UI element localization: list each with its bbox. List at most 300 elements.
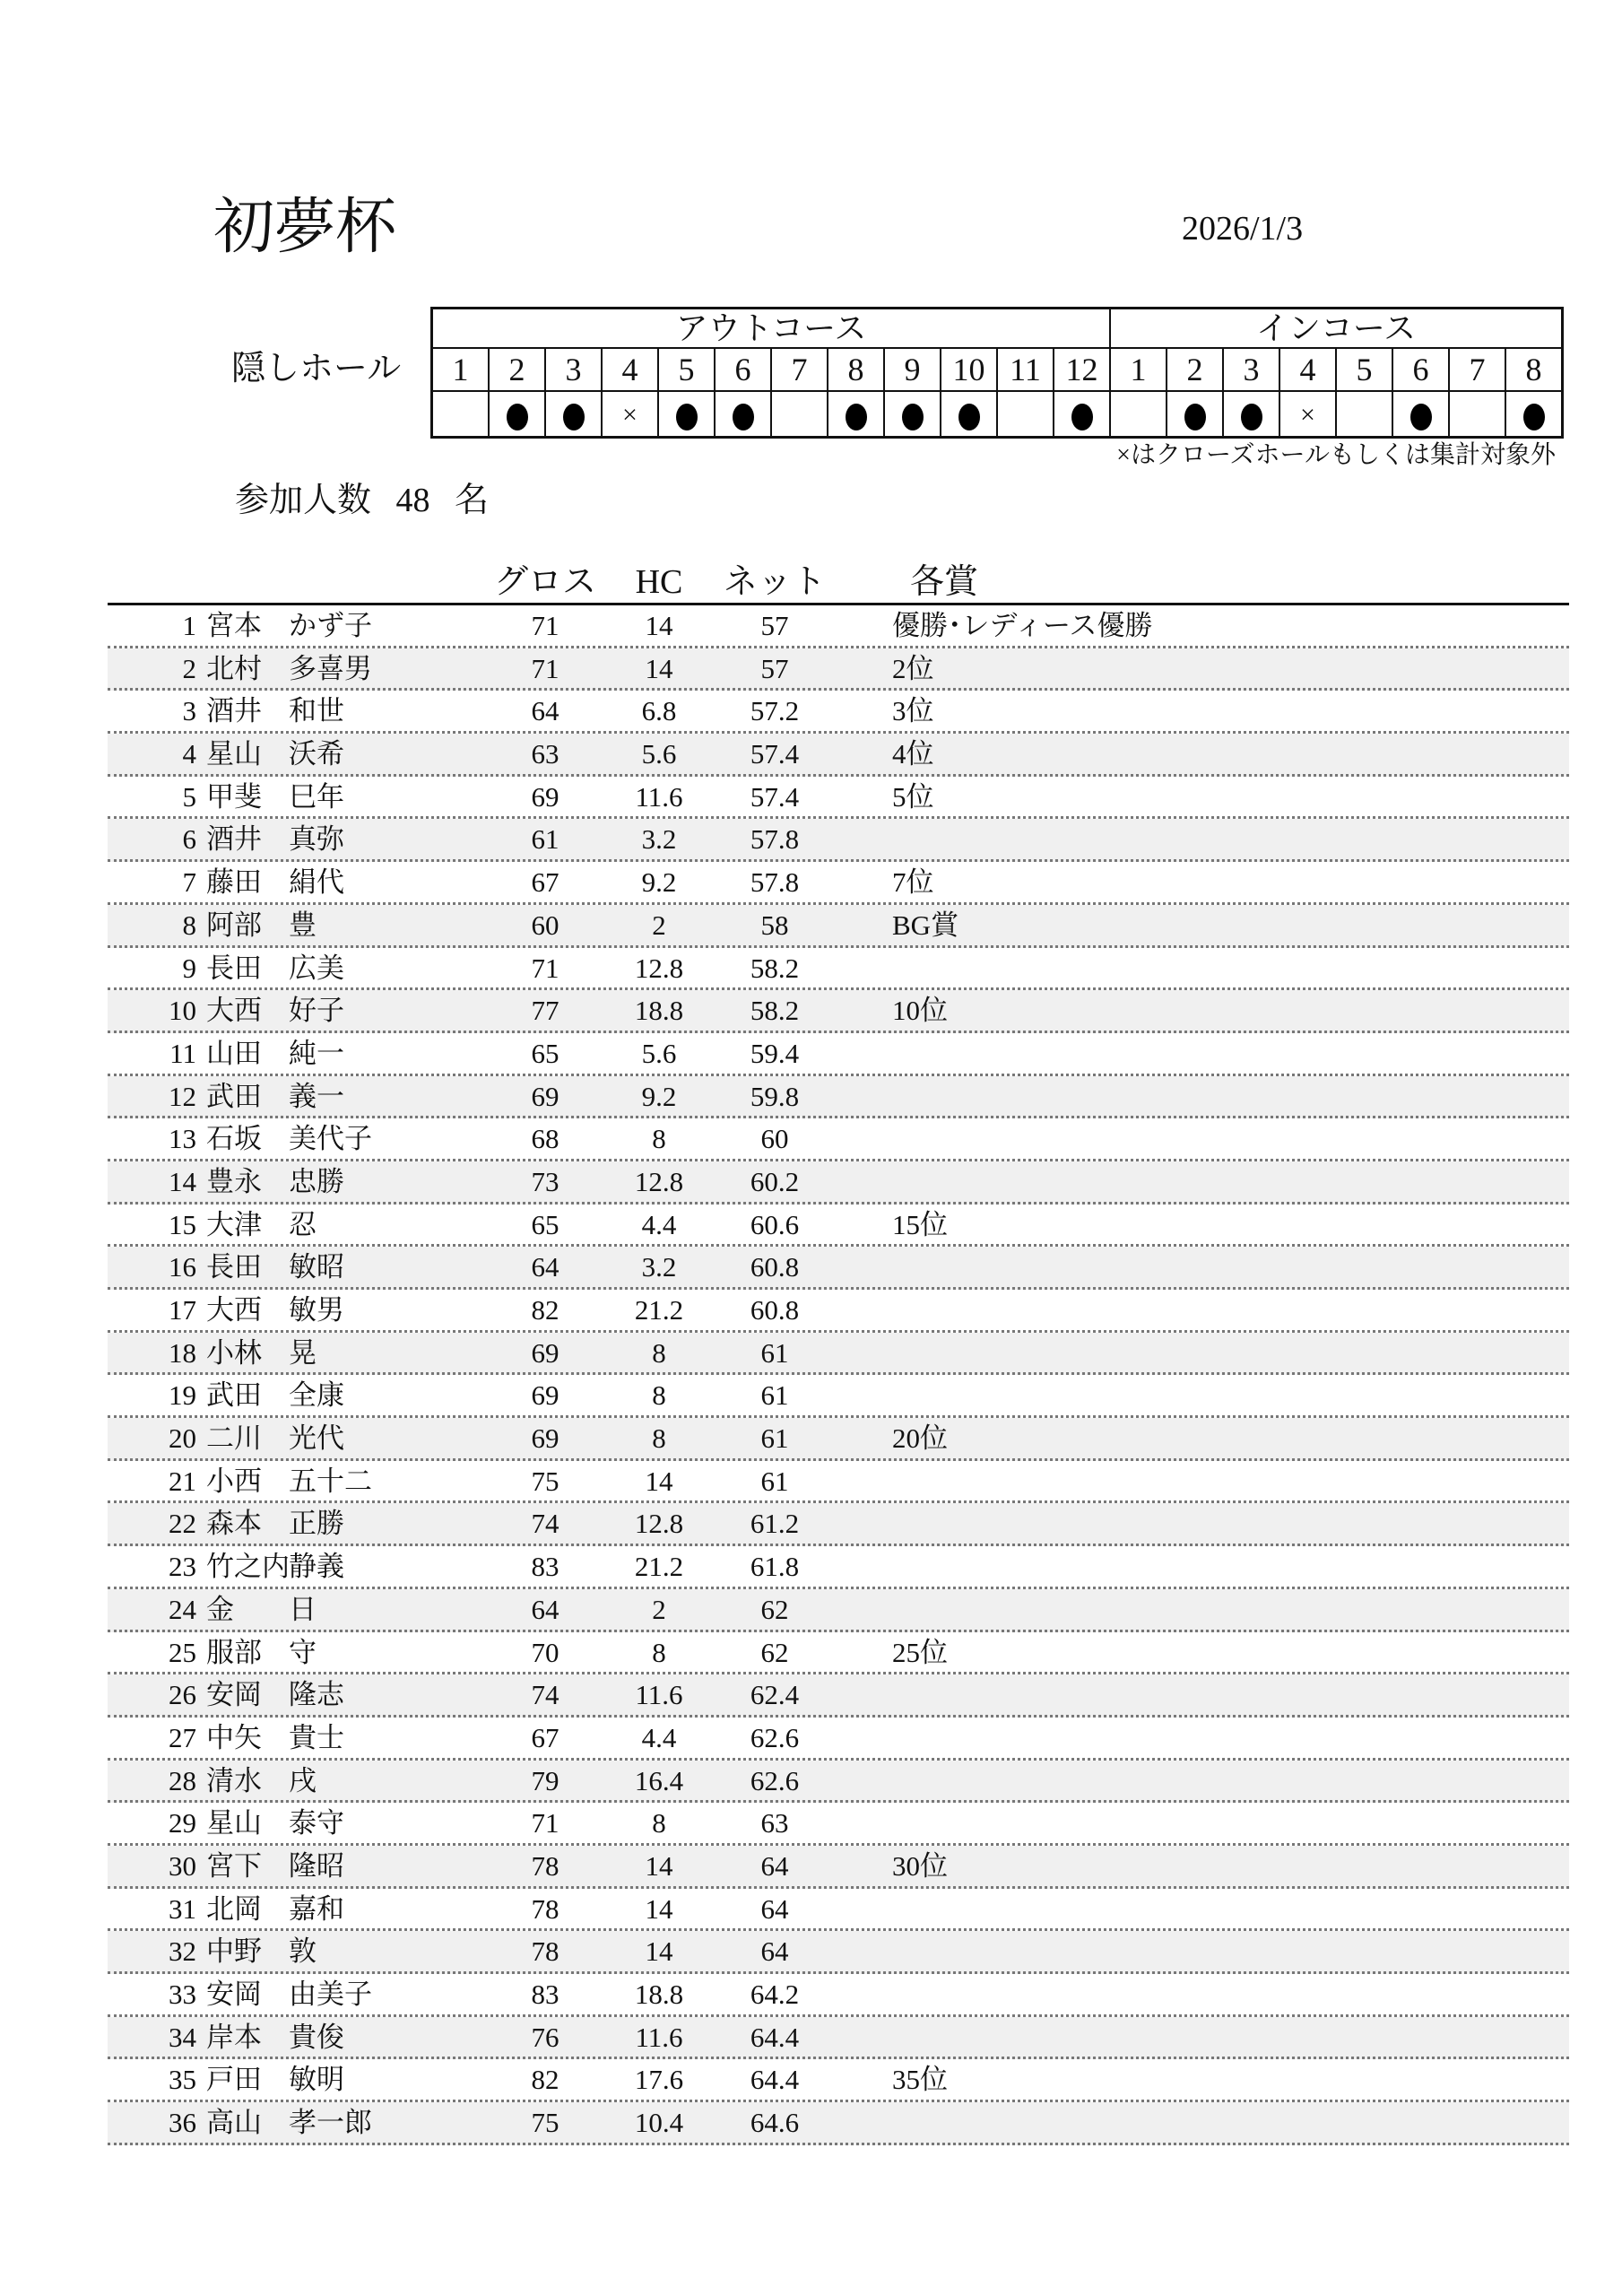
cell-family: 森本 xyxy=(206,1508,262,1540)
cell-rank: 6 xyxy=(182,823,196,856)
cell-rank: 21 xyxy=(169,1465,196,1497)
table-row xyxy=(108,648,1569,691)
hidden-hole-dot-icon xyxy=(846,404,867,430)
cell-given: 晃 xyxy=(289,1336,317,1369)
cell-given: 孝一郎 xyxy=(289,2107,372,2139)
participant-count-label: 参加人数 xyxy=(235,482,372,519)
hidden-hole-dot-icon xyxy=(1523,404,1545,430)
hole-number: 6 xyxy=(715,348,771,391)
cell-net: 62.6 xyxy=(750,1721,800,1753)
cell-gross: 69 xyxy=(531,1422,559,1455)
cell-prize: 20位 xyxy=(892,1422,948,1455)
cell-net: 57 xyxy=(760,610,789,641)
table-row xyxy=(108,777,1569,820)
cell-family: 清水 xyxy=(206,1764,262,1796)
cell-rank: 33 xyxy=(169,1979,196,2010)
cell-family: 二川 xyxy=(206,1422,262,1455)
table-row xyxy=(108,948,1569,991)
cell-hc: 8 xyxy=(652,1807,666,1839)
cell-gross: 65 xyxy=(531,1037,559,1069)
cell-given: 静義 xyxy=(289,1551,344,1583)
cell-family: 山田 xyxy=(206,1037,262,1069)
cell-hc: 14 xyxy=(645,1892,673,1925)
cell-gross: 74 xyxy=(531,1508,559,1540)
hole-number: 1 xyxy=(1110,348,1167,391)
hole-number: 1 xyxy=(432,348,490,391)
table-row xyxy=(108,1846,1569,1889)
cell-family: 阿部 xyxy=(206,909,262,941)
cell-given: 泰守 xyxy=(289,1807,344,1839)
cell-gross: 65 xyxy=(531,1208,559,1240)
cell-gross: 82 xyxy=(531,2064,559,2096)
cell-hc: 14 xyxy=(645,1465,673,1497)
cell-gross: 67 xyxy=(531,1721,559,1753)
cell-net: 60 xyxy=(760,1123,789,1155)
cell-gross: 67 xyxy=(531,866,559,899)
cell-hc: 18.8 xyxy=(634,995,684,1027)
cell-rank: 16 xyxy=(169,1251,196,1283)
cell-hc: 10.4 xyxy=(634,2107,684,2139)
hidden-hole-dot-icon xyxy=(1071,404,1093,430)
cell-net: 64 xyxy=(760,1849,789,1882)
cell-hc: 14 xyxy=(645,610,673,641)
cell-prize: 4位 xyxy=(892,738,934,770)
cell-given: 貴士 xyxy=(289,1721,344,1753)
cell-given: 五十二 xyxy=(289,1465,372,1497)
participant-count-value: 48 xyxy=(395,482,430,519)
results-table xyxy=(108,605,1569,2145)
cell-given: 敏明 xyxy=(289,2064,344,2096)
table-row xyxy=(108,1290,1569,1333)
hole-number: 5 xyxy=(1336,348,1392,391)
cell-hc: 8 xyxy=(652,1379,666,1412)
hole-number: 5 xyxy=(658,348,715,391)
cell-family: 武田 xyxy=(206,1080,262,1112)
table-row xyxy=(108,1718,1569,1761)
hole-number: 11 xyxy=(997,348,1054,391)
cell-gross: 73 xyxy=(531,1165,559,1197)
hole-number: 6 xyxy=(1392,348,1449,391)
cell-given: 忍 xyxy=(289,1208,317,1240)
cell-net: 63 xyxy=(760,1807,789,1839)
cell-gross: 64 xyxy=(531,1593,559,1625)
cell-family: 星山 xyxy=(206,738,262,770)
hole-mark-cell xyxy=(1392,391,1449,438)
cell-hc: 12.8 xyxy=(634,952,684,984)
cell-hc: 11.6 xyxy=(635,780,683,813)
cell-gross: 79 xyxy=(531,1764,559,1796)
cell-net: 62 xyxy=(760,1593,789,1625)
hidden-holes-label: 隠しホール xyxy=(231,350,402,387)
cell-given: 正勝 xyxy=(289,1508,344,1540)
cell-net: 57.4 xyxy=(750,780,800,813)
cell-hc: 16.4 xyxy=(634,1764,684,1796)
cell-rank: 25 xyxy=(169,1636,196,1668)
hole-number: 9 xyxy=(884,348,941,391)
hole-mark-cell xyxy=(489,391,545,438)
table-row xyxy=(108,862,1569,905)
cell-net: 62.4 xyxy=(750,1679,800,1711)
cell-family: 宮本 xyxy=(206,610,262,641)
cell-rank: 35 xyxy=(169,2064,196,2096)
hole-mark-cell xyxy=(884,391,941,438)
cell-family: 高山 xyxy=(206,2107,262,2139)
cell-given: 多喜男 xyxy=(289,652,372,684)
table-row xyxy=(108,1205,1569,1248)
cell-given: 貴俊 xyxy=(289,2021,344,2053)
hole-mark-row xyxy=(432,391,1563,438)
cell-gross: 71 xyxy=(531,652,559,684)
cell-family: 小林 xyxy=(206,1336,262,1369)
cell-family: 酒井 xyxy=(206,823,262,856)
cell-prize: 5位 xyxy=(892,780,934,813)
cell-gross: 71 xyxy=(531,610,559,641)
cell-net: 60.8 xyxy=(750,1294,800,1326)
hole-mark-cell xyxy=(1110,391,1167,438)
cell-rank: 19 xyxy=(169,1379,196,1412)
cell-rank: 17 xyxy=(169,1294,196,1326)
table-row xyxy=(108,1803,1569,1846)
hidden-hole-dot-icon xyxy=(733,404,754,430)
hole-mark-cell xyxy=(432,391,490,438)
cell-prize: 2位 xyxy=(892,652,934,684)
hole-number: 10 xyxy=(941,348,997,391)
cell-prize: 7位 xyxy=(892,866,934,899)
cell-hc: 4.4 xyxy=(641,1721,677,1753)
table-row xyxy=(108,1333,1569,1376)
hole-number: 4 xyxy=(1279,348,1336,391)
cell-hc: 6.8 xyxy=(641,695,677,727)
cell-hc: 8 xyxy=(652,1422,666,1455)
hole-mark-cell xyxy=(1223,391,1279,438)
cell-given: 全康 xyxy=(289,1379,344,1412)
hidden-hole-dot-icon xyxy=(507,404,528,430)
cell-given: 敏昭 xyxy=(289,1251,344,1283)
hidden-hole-dot-icon xyxy=(563,404,585,430)
column-header-net: ネット xyxy=(723,563,827,601)
cell-family: 大津 xyxy=(206,1208,262,1240)
cell-gross: 76 xyxy=(531,2021,559,2053)
cell-gross: 78 xyxy=(531,1849,559,1882)
cell-given: 敦 xyxy=(289,1935,317,1968)
cell-rank: 18 xyxy=(169,1336,196,1369)
cell-hc: 2 xyxy=(652,909,666,941)
cell-family: 安岡 xyxy=(206,1979,262,2010)
cell-gross: 63 xyxy=(531,738,559,770)
table-row xyxy=(108,1076,1569,1119)
cell-gross: 68 xyxy=(531,1123,559,1155)
hole-number: 7 xyxy=(771,348,828,391)
hole-number: 8 xyxy=(828,348,884,391)
cell-rank: 7 xyxy=(182,866,196,899)
cell-rank: 32 xyxy=(169,1935,196,1968)
cell-rank: 26 xyxy=(169,1679,196,1711)
cell-hc: 14 xyxy=(645,1849,673,1882)
closed-hole-x-icon: × xyxy=(1300,400,1315,430)
cell-rank: 13 xyxy=(169,1123,196,1155)
cell-hc: 5.6 xyxy=(641,1037,677,1069)
table-row xyxy=(108,1589,1569,1632)
hole-number: 2 xyxy=(1167,348,1223,391)
cell-family: 大西 xyxy=(206,995,262,1027)
cell-gross: 69 xyxy=(531,780,559,813)
hole-number: 8 xyxy=(1505,348,1563,391)
hidden-holes-note: ×はクローズホールもしくは集計対象外 xyxy=(1116,441,1556,469)
cell-rank: 14 xyxy=(169,1165,196,1197)
cell-hc: 21.2 xyxy=(634,1294,684,1326)
table-row xyxy=(108,905,1569,948)
hidden-hole-dot-icon xyxy=(676,404,698,430)
cell-hc: 12.8 xyxy=(634,1508,684,1540)
table-row xyxy=(108,990,1569,1033)
table-row xyxy=(108,1375,1569,1418)
table-row xyxy=(108,1247,1569,1290)
cell-net: 64.4 xyxy=(750,2064,800,2096)
hidden-hole-dot-icon xyxy=(902,404,924,430)
cell-gross: 70 xyxy=(531,1636,559,1668)
table-row xyxy=(108,1161,1569,1205)
table-row xyxy=(108,2102,1569,2145)
cell-net: 61 xyxy=(760,1379,789,1412)
cell-rank: 27 xyxy=(169,1721,196,1753)
hole-mark-cell xyxy=(1449,391,1505,438)
participant-count-unit: 名 xyxy=(455,482,490,519)
cell-family: 中野 xyxy=(206,1935,262,1968)
cell-family: 服部 xyxy=(206,1636,262,1668)
cell-hc: 3.2 xyxy=(641,823,677,856)
cell-hc: 12.8 xyxy=(634,1165,684,1197)
cell-given: 絹代 xyxy=(289,866,344,899)
cell-gross: 83 xyxy=(531,1551,559,1583)
closed-hole-x-icon: × xyxy=(622,400,638,430)
participant-count xyxy=(235,478,505,523)
cell-net: 61 xyxy=(760,1336,789,1369)
table-row xyxy=(108,1632,1569,1675)
cell-rank: 29 xyxy=(169,1807,196,1839)
cell-hc: 14 xyxy=(645,652,673,684)
cell-given: 敏男 xyxy=(289,1294,344,1326)
cell-gross: 82 xyxy=(531,1294,559,1326)
hole-number-row xyxy=(432,348,1563,391)
cell-family: 北村 xyxy=(206,652,262,684)
cell-prize: 優勝･レディース優勝 xyxy=(892,610,1153,641)
table-row xyxy=(108,819,1569,862)
cell-family: 星山 xyxy=(206,1807,262,1839)
cell-family: 金 xyxy=(206,1593,234,1625)
hole-mark-cell xyxy=(602,391,658,438)
table-row xyxy=(108,605,1569,648)
cell-rank: 22 xyxy=(169,1508,196,1540)
cell-prize: 15位 xyxy=(892,1208,948,1240)
cell-given: かず子 xyxy=(289,610,372,641)
hole-mark-cell xyxy=(545,391,602,438)
cell-rank: 20 xyxy=(169,1422,196,1455)
cell-given: 美代子 xyxy=(289,1123,372,1155)
hidden-hole-dot-icon xyxy=(958,404,980,430)
hidden-hole-dot-icon xyxy=(1410,404,1432,430)
table-row xyxy=(108,2059,1569,2102)
cell-rank: 36 xyxy=(169,2107,196,2139)
cell-family: 大西 xyxy=(206,1294,262,1326)
table-row xyxy=(108,1118,1569,1161)
cell-net: 64.6 xyxy=(750,2107,800,2139)
hole-mark-cell xyxy=(1336,391,1392,438)
cell-gross: 64 xyxy=(531,695,559,727)
cell-given: 隆志 xyxy=(289,1679,344,1711)
cell-rank: 1 xyxy=(182,610,196,641)
cell-family: 長田 xyxy=(206,952,262,984)
table-row xyxy=(108,1761,1569,1804)
hole-mark-cell xyxy=(1167,391,1223,438)
cell-gross: 77 xyxy=(531,995,559,1027)
cell-net: 60.6 xyxy=(750,1208,800,1240)
cell-net: 61.8 xyxy=(750,1551,800,1583)
cell-family: 宮下 xyxy=(206,1849,262,1882)
hole-number: 7 xyxy=(1449,348,1505,391)
cell-rank: 11 xyxy=(169,1037,196,1069)
page-title: 初夢杯 xyxy=(213,193,397,261)
cell-net: 57 xyxy=(760,652,789,684)
cell-rank: 23 xyxy=(169,1551,196,1583)
table-row xyxy=(108,2017,1569,2060)
table-row xyxy=(108,691,1569,734)
cell-net: 60.8 xyxy=(750,1251,800,1283)
cell-gross: 64 xyxy=(531,1251,559,1283)
cell-given: 隆昭 xyxy=(289,1849,344,1882)
cell-gross: 61 xyxy=(531,823,559,856)
cell-gross: 69 xyxy=(531,1080,559,1112)
cell-net: 57.8 xyxy=(750,866,800,899)
cell-given: 由美子 xyxy=(289,1979,372,2010)
cell-family: 岸本 xyxy=(206,2021,262,2053)
cell-hc: 11.6 xyxy=(635,2021,683,2053)
cell-net: 58 xyxy=(760,909,789,941)
hole-mark-cell xyxy=(715,391,771,438)
cell-gross: 71 xyxy=(531,952,559,984)
cell-hc: 21.2 xyxy=(634,1551,684,1583)
hole-number: 2 xyxy=(489,348,545,391)
table-row xyxy=(108,1503,1569,1546)
cell-family: 酒井 xyxy=(206,695,262,727)
cell-net: 60.2 xyxy=(750,1165,800,1197)
cell-given: 守 xyxy=(289,1636,317,1668)
hole-number: 12 xyxy=(1054,348,1110,391)
cell-given: 好子 xyxy=(289,995,344,1027)
cell-gross: 71 xyxy=(531,1807,559,1839)
table-row xyxy=(108,1674,1569,1718)
cell-family: 小西 xyxy=(206,1465,262,1497)
cell-net: 59.8 xyxy=(750,1080,800,1112)
table-row xyxy=(108,1461,1569,1504)
out-course-header: アウトコース xyxy=(432,309,1111,349)
cell-net: 61 xyxy=(760,1465,789,1497)
cell-rank: 31 xyxy=(169,1892,196,1925)
cell-given: 広美 xyxy=(289,952,344,984)
hole-mark-cell xyxy=(1505,391,1563,438)
cell-prize: 30位 xyxy=(892,1849,948,1882)
hole-mark-cell xyxy=(828,391,884,438)
cell-rank: 30 xyxy=(169,1849,196,1882)
cell-net: 64.4 xyxy=(750,2021,800,2053)
cell-rank: 9 xyxy=(182,952,196,984)
cell-family: 安岡 xyxy=(206,1679,262,1711)
hole-mark-cell xyxy=(997,391,1054,438)
cell-prize: 35位 xyxy=(892,2064,948,2096)
table-row xyxy=(108,1889,1569,1932)
hole-number: 4 xyxy=(602,348,658,391)
cell-rank: 2 xyxy=(182,652,196,684)
cell-gross: 83 xyxy=(531,1979,559,2010)
cell-prize: 10位 xyxy=(892,995,948,1027)
cell-rank: 24 xyxy=(169,1593,196,1625)
table-row xyxy=(108,1418,1569,1461)
table-row xyxy=(108,734,1569,777)
cell-gross: 69 xyxy=(531,1379,559,1412)
hidden-hole-dot-icon xyxy=(1241,404,1262,430)
cell-gross: 69 xyxy=(531,1336,559,1369)
cell-given: 戌 xyxy=(289,1764,317,1796)
cell-rank: 8 xyxy=(182,909,196,941)
cell-given: 純一 xyxy=(289,1037,344,1069)
event-date: 2026/1/3 xyxy=(1182,210,1304,248)
hole-mark-cell xyxy=(1054,391,1110,438)
cell-net: 62 xyxy=(760,1636,789,1668)
cell-hc: 8 xyxy=(652,1123,666,1155)
table-row xyxy=(108,1931,1569,1974)
cell-family: 武田 xyxy=(206,1379,262,1412)
cell-gross: 60 xyxy=(531,909,559,941)
cell-gross: 75 xyxy=(531,2107,559,2139)
cell-gross: 78 xyxy=(531,1892,559,1925)
cell-net: 59.4 xyxy=(750,1037,800,1069)
cell-given: 義一 xyxy=(289,1080,344,1112)
cell-family: 中矢 xyxy=(206,1721,262,1753)
hidden-hole-dot-icon xyxy=(1184,404,1206,430)
cell-hc: 9.2 xyxy=(641,866,677,899)
cell-hc: 11.6 xyxy=(635,1679,683,1711)
cell-hc: 17.6 xyxy=(634,2064,684,2096)
cell-family: 北岡 xyxy=(206,1892,262,1925)
cell-net: 64.2 xyxy=(750,1979,800,2010)
cell-family: 豊永 xyxy=(206,1165,262,1197)
cell-family: 戸田 xyxy=(206,2064,262,2096)
cell-given: 豊 xyxy=(289,909,317,941)
cell-prize: 25位 xyxy=(892,1636,948,1668)
cell-given: 和世 xyxy=(289,695,344,727)
cell-given: 日 xyxy=(289,1593,317,1625)
cell-net: 58.2 xyxy=(750,952,800,984)
cell-hc: 3.2 xyxy=(641,1251,677,1283)
table-row xyxy=(108,1033,1569,1076)
hole-mark-cell xyxy=(941,391,997,438)
cell-family: 石坂 xyxy=(206,1123,262,1155)
cell-given: 沃希 xyxy=(289,738,344,770)
table-row xyxy=(108,1974,1569,2017)
cell-gross: 78 xyxy=(531,1935,559,1968)
cell-rank: 15 xyxy=(169,1208,196,1240)
cell-rank: 34 xyxy=(169,2021,196,2053)
cell-net: 61 xyxy=(760,1422,789,1455)
cell-hc: 9.2 xyxy=(641,1080,677,1112)
in-course-header: インコース xyxy=(1110,309,1563,349)
cell-net: 57.4 xyxy=(750,738,800,770)
hole-number: 3 xyxy=(1223,348,1279,391)
hole-number: 3 xyxy=(545,348,602,391)
cell-prize: BG賞 xyxy=(892,909,959,941)
cell-gross: 75 xyxy=(531,1465,559,1497)
table-row xyxy=(108,1546,1569,1589)
cell-given: 巳年 xyxy=(289,780,344,813)
